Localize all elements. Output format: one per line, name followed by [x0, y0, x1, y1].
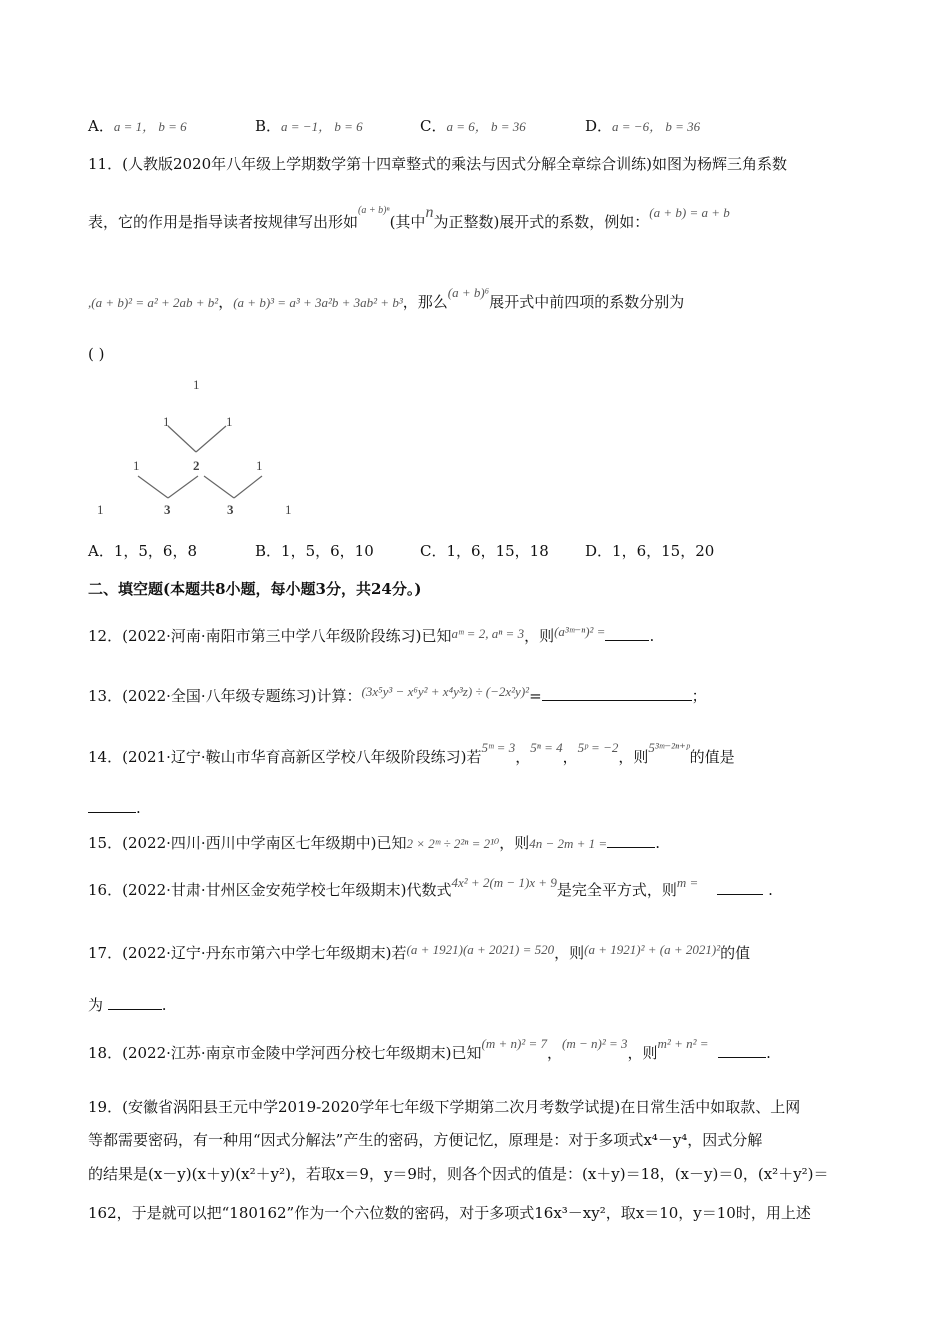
answer-blank[interactable] [718, 1043, 766, 1058]
q14-math: 5ᵖ = −2 [577, 740, 619, 755]
triangle-number: 2 [193, 458, 200, 473]
triangle-number: 1 [133, 458, 140, 473]
answer-blank[interactable] [607, 833, 655, 848]
q12-text: ，则 [524, 627, 555, 645]
triangle-line [168, 426, 196, 452]
yanghui-triangle-figure [90, 372, 310, 522]
q18-text: ， [547, 1044, 563, 1062]
q13-math-expression: (3x⁵y³ − x⁶y² + x⁴y³z) ÷ (−2x²y)² [361, 684, 530, 699]
q11-line1: 11．(人教版2020年八年级上学期数学第十四章整式的乘法与因式分解全章综合训练)如图为杨辉三角系数 [88, 155, 787, 173]
q11-text: 为正整数)展开式的系数，例如： [433, 213, 650, 231]
q10-option-c [420, 116, 526, 137]
q19-line4: 162，于是就可以把“180162”作为一个六位数的密码，对于多项式16x³－xy²，取x＝10，y＝10时，用上述 [88, 1204, 811, 1222]
q14-text: 14．(2021·辽宁·鞍山市华育高新区学校八年级阶段练习)若 [88, 748, 482, 766]
q15-text: . [655, 834, 660, 852]
q16-text: 是完全平方式，则 [556, 881, 677, 899]
q11-math-square: ,(a + b)² = a² + 2ab + b² [88, 295, 219, 310]
q18-text: 18．(2022·江苏·南京市金陵中学河西分校七年级期末)已知 [88, 1044, 482, 1062]
q11-math-sixth: (a + b)⁶ [447, 285, 490, 300]
option-math: a = −1， b = 6 [281, 119, 363, 134]
q11-line2 [88, 204, 730, 235]
q16-text: . [768, 881, 773, 899]
q18-math: m² + n² = [657, 1036, 709, 1051]
q10-option-d [585, 116, 700, 137]
question-13 [88, 686, 707, 707]
q11-option-c: C．1，6，15，18 [420, 542, 549, 560]
triangle-line [138, 476, 168, 498]
q12-text: 12．(2022·河南·南阳市第三中学八年级阶段练习)已知 [88, 627, 452, 645]
q11-option-d: D．1，6，15，20 [585, 542, 715, 560]
q11-math-binomial-n: (a + b)ⁿ [358, 205, 390, 216]
q18-text: . [766, 1044, 771, 1062]
question-15 [88, 833, 660, 854]
q16-math-expression: 4x² + 2(m − 1)x + 9 [451, 875, 557, 890]
option-letter: B． [255, 117, 282, 135]
q15-text: 15．(2022·四川·西川中学南区七年级期中)已知 [88, 834, 407, 852]
q14-text: ， [515, 748, 531, 766]
question-17 [88, 943, 750, 964]
triangle-number: 3 [164, 502, 171, 517]
q19-line1: 19．(安徽省涡阳县王元中学2019-2020学年七年级下学期第二次月考数学试提)在日常生活中如取款、上网 [88, 1098, 801, 1116]
q13-text: 13．(2022·全国·八年级专题练习)计算： [88, 687, 362, 705]
q11-text: (其中 [389, 213, 426, 231]
triangle-number: 1 [193, 377, 200, 392]
q19-line2: 等都需要密码，有一种用“因式分解法”产生的密码，方便记忆，原理是：对于多项式x⁴－y⁴，因式分解 [88, 1131, 763, 1149]
q11-text: 展开式中前四项的系数分别为 [489, 293, 685, 311]
option-letter: D． [585, 117, 613, 135]
q18-text: ，则 [627, 1044, 658, 1062]
q10-option-a [88, 116, 187, 137]
q17-text: ，则 [554, 944, 585, 962]
q16-text: 16．(2022·甘肃·甘州区金安苑学校七年级期末)代数式 [88, 881, 452, 899]
option-letter: A． [88, 117, 114, 135]
question-14-blank-line [88, 798, 141, 818]
q15-text: ，则 [499, 834, 530, 852]
q10-option-b [255, 116, 363, 137]
q14-math: 5ⁿ = 4 [530, 740, 563, 755]
option-math: a = 6， b = 36 [446, 119, 526, 134]
q11-math-cube: (a + b)³ = a³ + 3a²b + 3ab² + b³ [233, 295, 403, 310]
q11-answer-paren: ( ) [88, 345, 105, 363]
triangle-line [168, 476, 198, 498]
q13-text: = [529, 687, 542, 705]
q16-math-m: m = [676, 875, 699, 890]
option-letter: C． [420, 117, 447, 135]
triangle-number: 3 [227, 502, 234, 517]
question-16 [88, 875, 773, 901]
q13-text: ； [691, 687, 707, 705]
q11-option-b: B．1，5，6，10 [255, 542, 374, 560]
triangle-line [204, 476, 234, 498]
triangle-number: 1 [256, 458, 263, 473]
triangle-number: 1 [97, 502, 104, 517]
section-title: 二、填空题(本题共8小题，每小题3分，共24分。) [88, 580, 422, 598]
q18-math: (m − n)² = 3 [562, 1036, 628, 1051]
answer-blank[interactable] [108, 995, 162, 1010]
q14-text: ， [562, 748, 578, 766]
q17-math-given: (a + 1921)(a + 2021) = 520 [406, 942, 555, 957]
triangle-number: 1 [285, 502, 292, 517]
question-17-blank-line [88, 995, 167, 1015]
q14-text: ，则 [618, 748, 649, 766]
q17-math-expression: (a + 1921)² + (a + 2021)² [584, 942, 721, 957]
q11-text: ，那么 [402, 293, 448, 311]
q15-math-expression: 4n − 2m + 1 = [529, 836, 608, 851]
triangle-number: 1 [226, 414, 233, 429]
q12-text: . [649, 627, 655, 645]
q11-text: ， [218, 293, 234, 311]
q12-math-expression: (a³ᵐ⁻ⁿ)² = [554, 624, 606, 639]
option-math: a = 1， b = 6 [113, 119, 187, 134]
q19-line3: 的结果是(x－y)(x＋y)(x²＋y²)，若取x＝9，y＝9时，则各个因式的值是：(x＋y)＝18，(x－y)＝0，(x²＋y²)＝ [88, 1165, 829, 1183]
q14-math: 5³ᵐ⁻²ⁿ⁺ᵖ [648, 740, 690, 755]
q14-text: 的值是 [689, 748, 735, 766]
answer-blank[interactable] [88, 798, 136, 813]
triangle-number: 1 [163, 414, 170, 429]
q17-text: . [161, 996, 167, 1014]
q17-text: 的值 [720, 944, 751, 962]
q14-text: . [136, 799, 141, 817]
q11-option-a: A．1，5，6，8 [88, 542, 198, 560]
q17-text: 为 [88, 996, 104, 1014]
question-14 [88, 740, 735, 768]
q11-text: 表，它的作用是指导读者按规律写出形如 [88, 213, 359, 231]
q15-math-given: 2 × 2ᵐ ÷ 2²ⁿ = 2¹⁰ [406, 836, 500, 851]
answer-blank[interactable] [605, 626, 649, 641]
triangle-line [196, 426, 226, 452]
q14-math: 5ᵐ = 3 [481, 740, 516, 755]
q11-math-n: n [425, 204, 434, 221]
question-12 [88, 626, 654, 647]
q17-text: 17．(2022·辽宁·丹东市第六中学七年级期末)若 [88, 944, 407, 962]
q11-math-example1: (a + b) = a + b [649, 205, 730, 220]
q12-math-given: aᵐ = 2, aⁿ = 3 [451, 626, 525, 641]
q11-line3 [88, 285, 685, 313]
triangle-line [234, 476, 262, 498]
answer-blank[interactable] [717, 880, 763, 895]
answer-blank[interactable] [542, 686, 692, 701]
question-18 [88, 1036, 771, 1064]
q18-math: (m + n)² = 7 [481, 1036, 548, 1051]
option-math: a = −6， b = 36 [612, 119, 701, 134]
